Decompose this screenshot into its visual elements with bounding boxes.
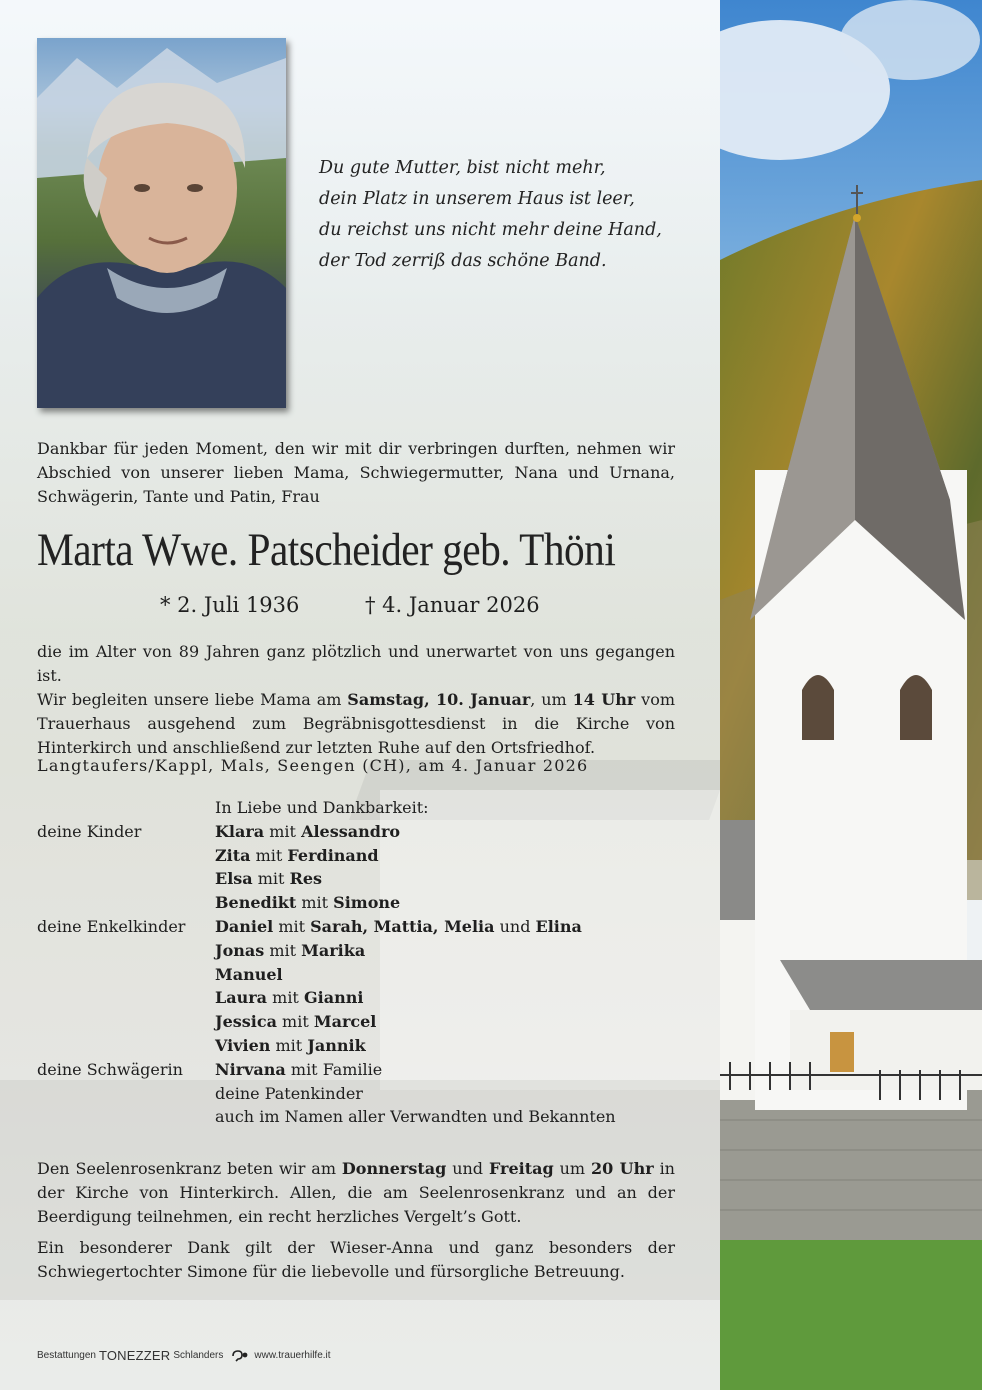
deceased-portrait — [37, 38, 286, 408]
poem-line-1: Du gute Mutter, bist nicht mehr, — [319, 158, 606, 178]
list-item: Zita mit Ferdinand — [215, 845, 379, 865]
poem-line-4: der Tod zerriß das schöne Band. — [319, 251, 607, 271]
list-item: auch im Namen aller Verwandten und Bekannten — [215, 1107, 616, 1127]
list-item: Laura mit Gianni — [215, 988, 364, 1008]
list-item: deine Kinder Klara mit Alessandro — [37, 820, 677, 844]
footer-brand: TONEZZER — [98, 1348, 171, 1363]
list-item: deine Schwägerin Nirvana mit Familie — [37, 1058, 677, 1082]
funeral-announcement — [37, 640, 675, 760]
footer-url: www.trauerhilfe.it — [254, 1350, 331, 1361]
church-photo-image — [720, 0, 982, 1390]
relation-label: deine Kinder — [37, 821, 142, 841]
footer-prefix: Bestattungen — [37, 1350, 96, 1361]
portrait-image — [37, 38, 286, 408]
poem-line-3: du reichst uns nicht mehr deine Hand, — [319, 220, 662, 240]
funeral-day: Samstag, 10. Januar — [347, 690, 531, 709]
list-item: deine Enkelkinder Daniel mit Sarah, Mattia, Melia und Elina — [37, 915, 677, 939]
trauerhilfe-logo-icon — [231, 1349, 249, 1363]
life-dates — [160, 588, 540, 622]
poem-line-2: dein Platz in unserem Haus ist leer, — [319, 189, 635, 209]
poem — [319, 153, 699, 277]
age-text: die im Alter von 89 Jahren ganz plötzlich und unerwartet von uns gegangen ist. — [37, 642, 675, 685]
list-item: Manuel — [215, 964, 283, 984]
thanks-text: Ein besonderer Dank gilt der Wieser-Anna und ganz besonders der Schwiegertochter Simone für die liebevolle und fürsorgliche Betreuung. — [37, 1238, 675, 1281]
funeral-text-b: , um — [530, 690, 573, 709]
list-item: Vivien mit Jannik — [215, 1035, 366, 1055]
birth-date: * 2. Juli 1936 — [160, 593, 300, 617]
relation-label: deine Enkelkinder — [37, 916, 186, 936]
footer — [37, 1348, 331, 1363]
funeral-time: 14 Uhr — [572, 690, 636, 709]
mourners-list — [37, 796, 677, 1129]
place-and-date: Langtaufers/Kappl, Mals, Seengen (CH), am 4. Januar 2026 — [37, 756, 589, 775]
rosary-text: Den Seelenrosenkranz beten wir am Donnerstag und Freitag um 20 Uhr in der Kirche von Hinterkirch. Allen, die am Seelenrosenkranz und an der Beerdigung teilnehmen, ein recht herzliches Vergelt’s Gott. — [37, 1159, 675, 1226]
funeral-text-c: vom Trauerhaus ausgehend zum Begräbnisgottesdienst in die Kirche von Hinterkirch und anschließend zur letzten Ruhe auf den Ortsfriedhof. — [37, 690, 675, 757]
list-item: Elsa mit Res — [215, 869, 323, 889]
deceased-name: Marta Wwe. Patscheider geb. Thöni — [37, 524, 616, 576]
list-item: Jonas mit Marika — [215, 940, 366, 960]
funeral-details — [37, 688, 675, 760]
death-date: † 4. Januar 2026 — [365, 593, 540, 617]
list-item: Jessica mit Marcel — [215, 1012, 377, 1032]
relation-label: deine Schwägerin — [37, 1059, 183, 1079]
mourners-heading: In Liebe und Dankbarkeit: — [215, 798, 429, 817]
church-photo — [720, 0, 982, 1390]
list-item: deine Patenkinder — [215, 1083, 363, 1103]
funeral-text-a: Wir begleiten unsere liebe Mama am — [37, 690, 348, 709]
footer-city: Schlanders — [173, 1350, 224, 1361]
intro-text: Dankbar für jeden Moment, den wir mit dir verbringen durften, nehmen wir Abschied von unserer lieben Mama, Schwiegermutter, Nana und Urnana, Schwägerin, Tante und Patin, Frau — [37, 439, 675, 506]
list-item: Benedikt mit Simone — [215, 893, 401, 913]
